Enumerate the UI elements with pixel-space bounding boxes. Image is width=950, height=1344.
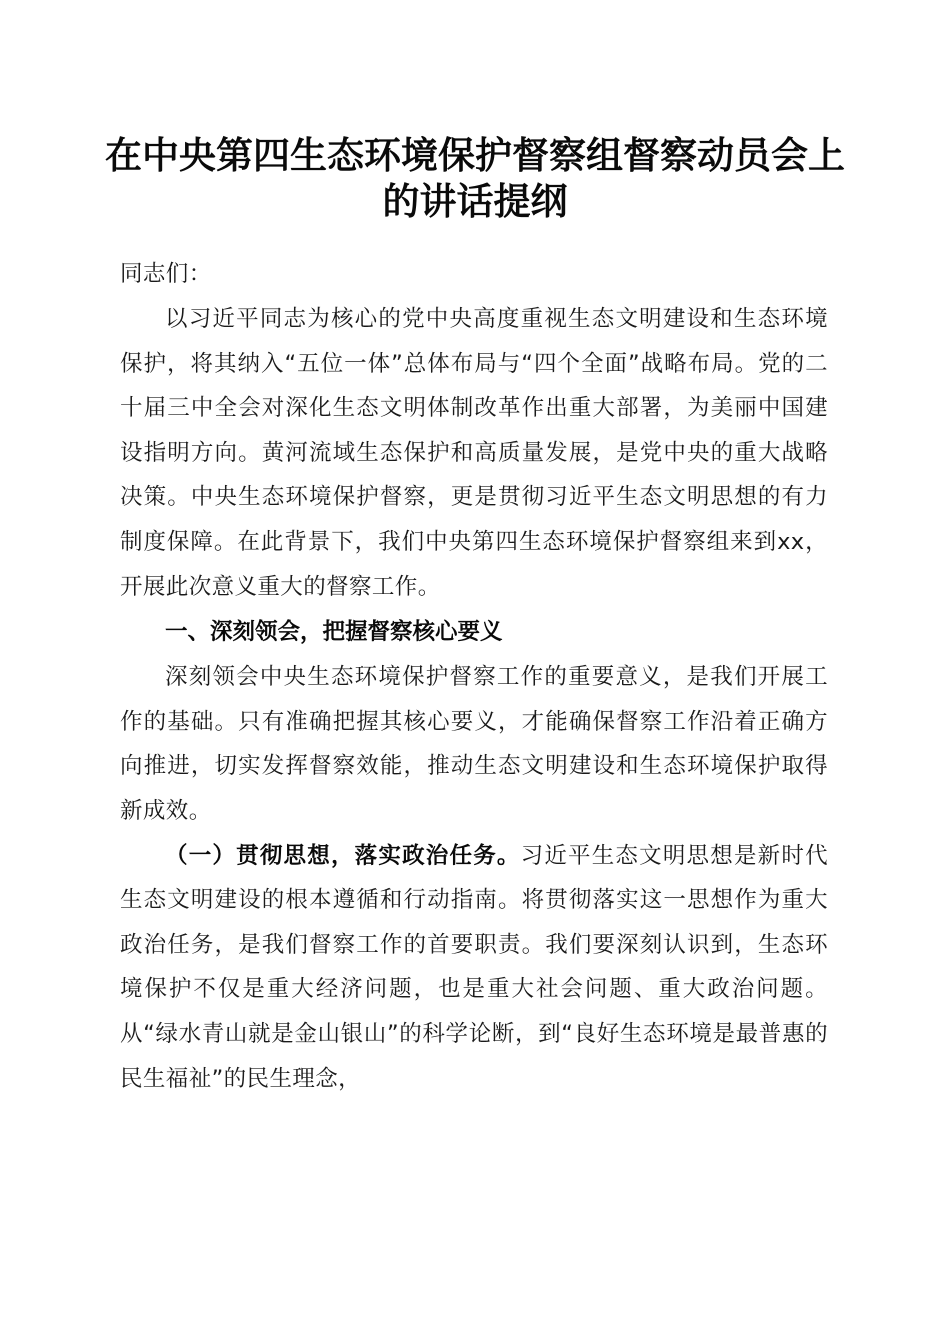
title-line-1: 在中央第四生态环境保护督察组督察动员会上	[105, 133, 845, 177]
greeting: 同志们：	[120, 261, 212, 287]
section-heading-1: 一、深刻领会，把握督察核心要义	[165, 619, 503, 646]
subsection-heading-1: （一）贯彻思想，落实政治任务。	[165, 842, 521, 869]
subsection-1-text: 习近平生态文明思想是新时代生态文明建设的根本遵循和行动指南。将贯彻落实这一思想作为重大政治任务，是我们督察工作的首要职责。我们要深刻认识到，生态环境保护不仅是重大经济问题，也是重大社会问题、重大政治问题。从“绿水青山就是金山银山”的科学论断，到“良好生态环境是最普惠的民生福祉”的民生理念，	[120, 842, 828, 1092]
title-line-2: 的讲话提纲	[382, 179, 568, 223]
document-body	[120, 252, 828, 1101]
intro-paragraph: 以习近平同志为核心的党中央高度重视生态文明建设和生态环境保护，将其纳入“五位一体”总体布局与“四个全面”战略布局。党的二十届三中全会对深化生态文明体制改革作出重大部署，为美丽中国建设指明方向。黄河流域生态保护和高质量发展，是党中央的重大战略决策。中央生态环境保护督察，更是贯彻习近平生态文明思想的有力制度保障。在此背景下，我们中央第四生态环境保护督察组来到xx，开展此次意义重大的督察工作。	[120, 306, 828, 600]
subsection-1-paragraph	[120, 834, 828, 1102]
section-1-paragraph: 深刻领会中央生态环境保护督察工作的重要意义，是我们开展工作的基础。只有准确把握其核心要义，才能确保督察工作沿着正确方向推进，切实发挥督察效能，推动生态文明建设和生态环境保护取得新成效。	[120, 664, 828, 824]
document-title	[100, 132, 850, 224]
